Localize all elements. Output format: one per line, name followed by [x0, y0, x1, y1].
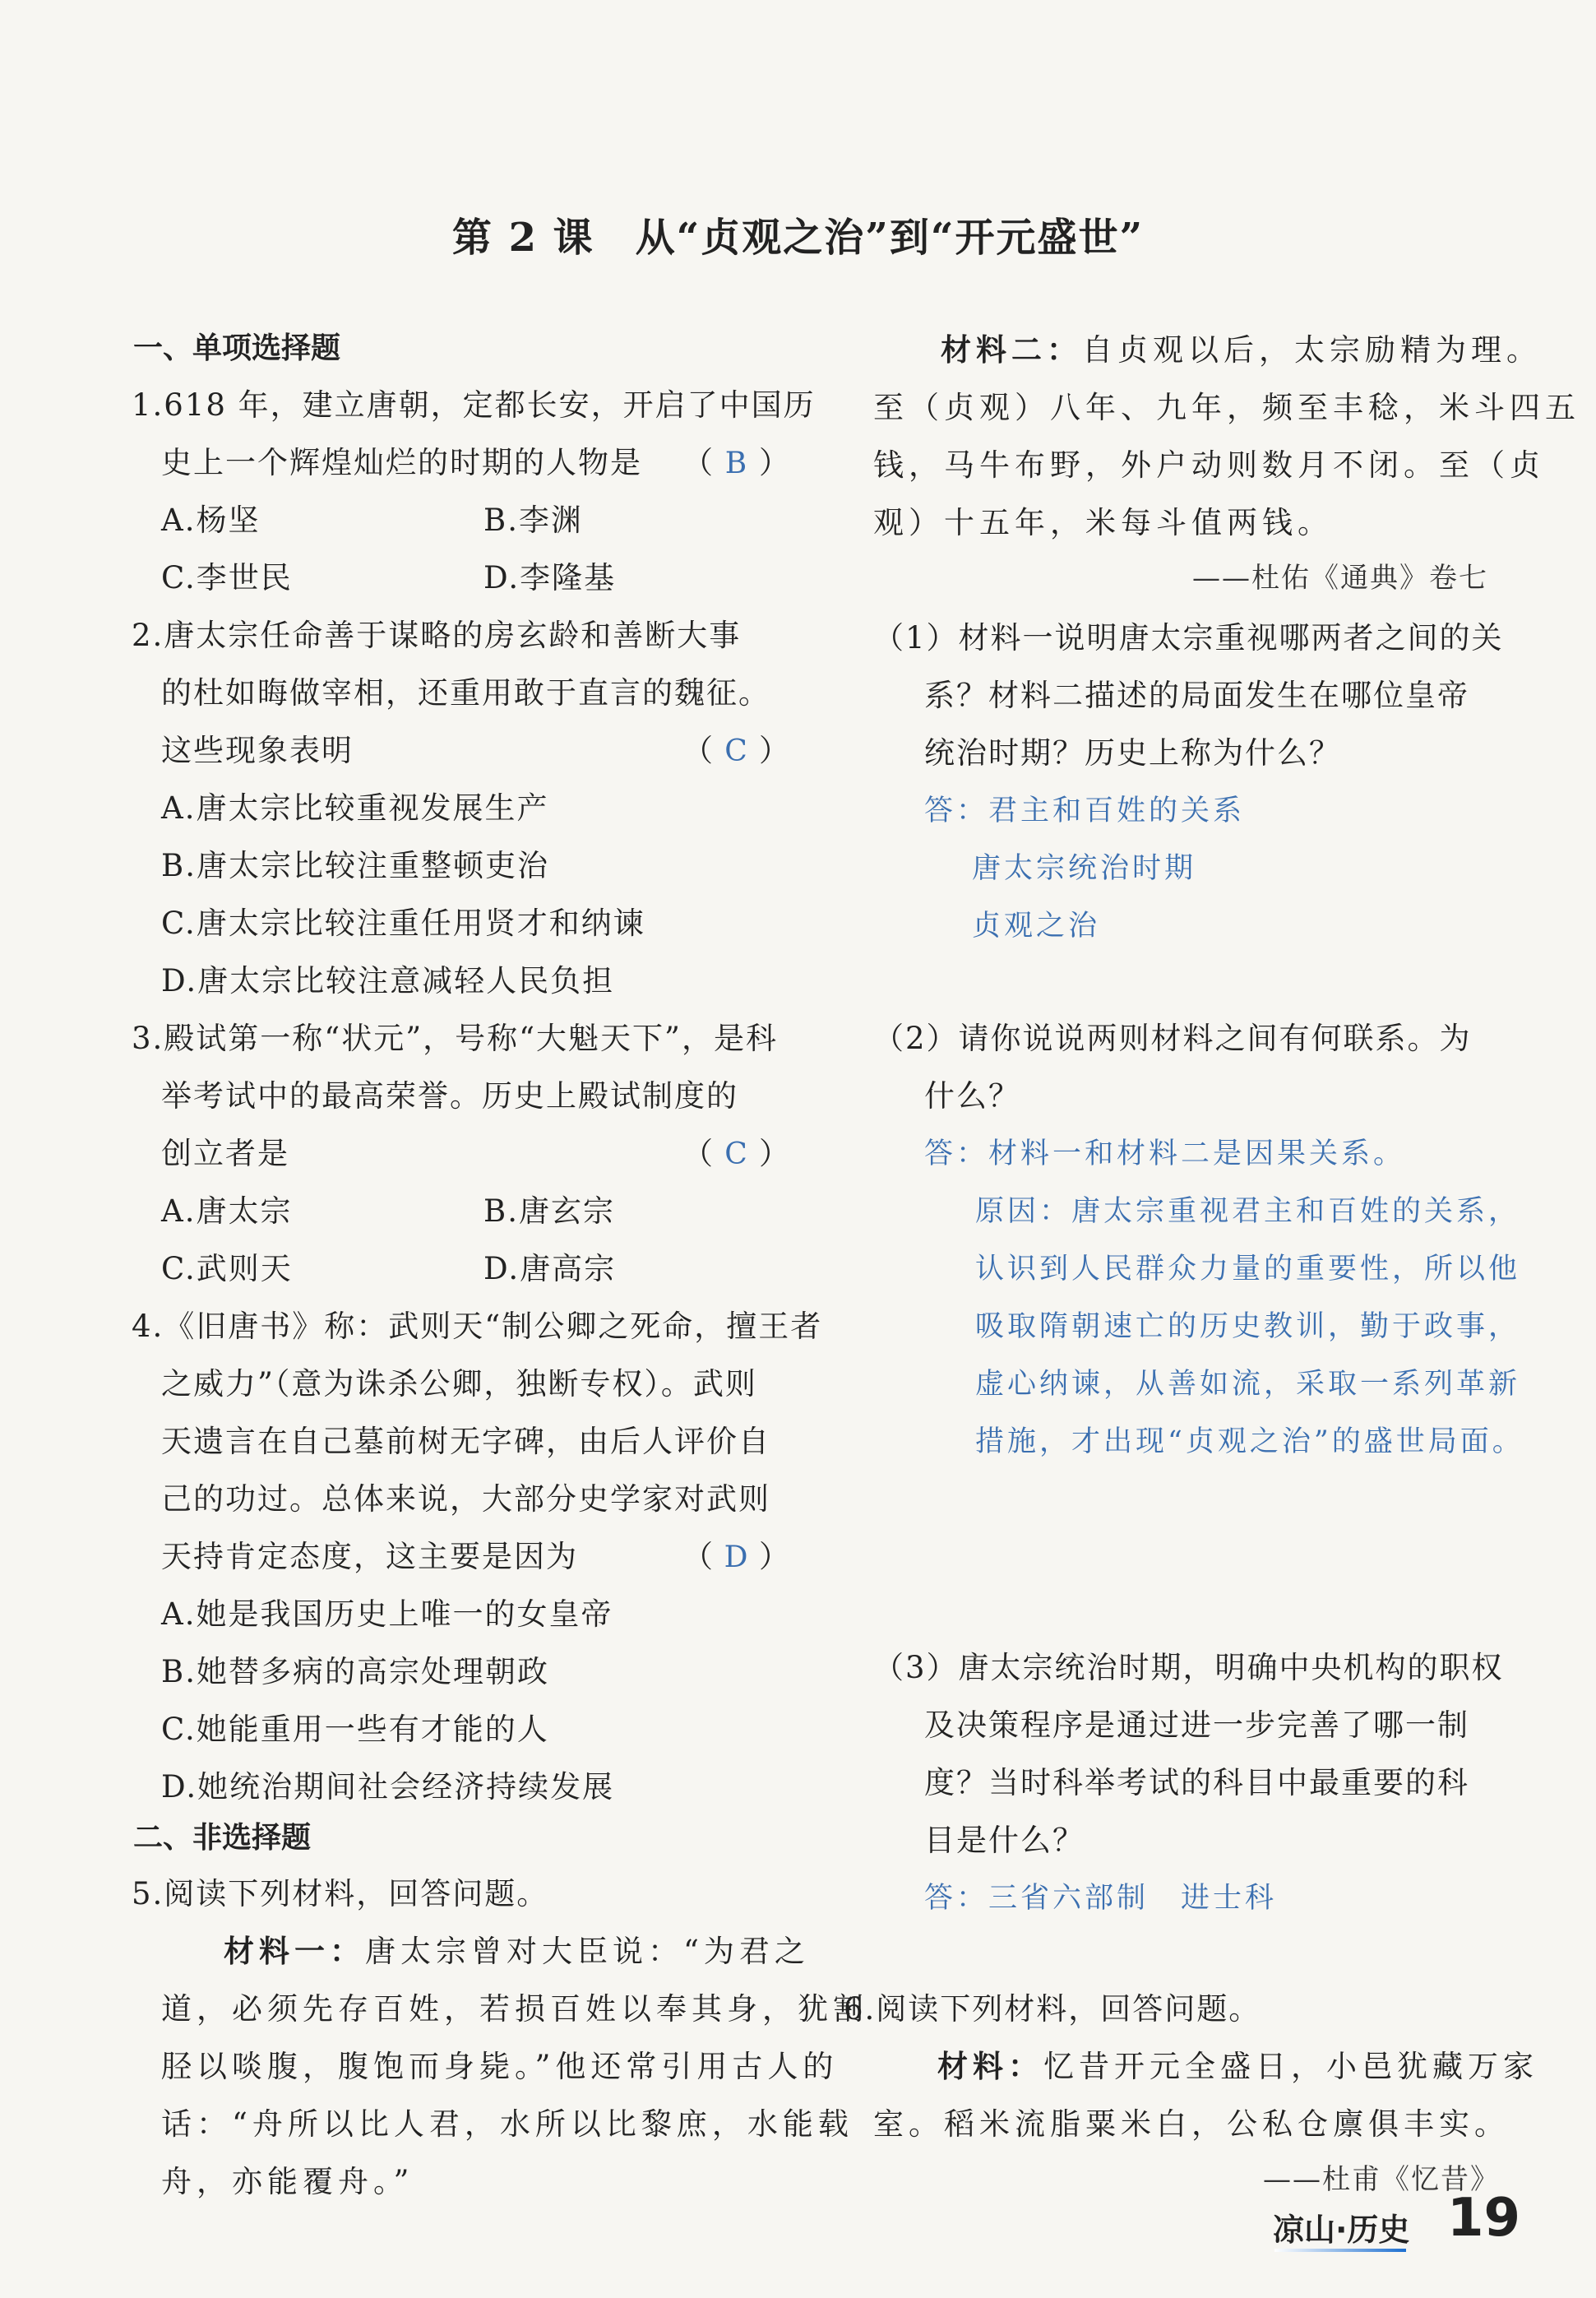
- footer-underline: [1274, 2249, 1406, 2252]
- option-a: A.杨坚: [161, 503, 261, 538]
- sub-question-text: 度？当时科举考试的科目中最重要的科: [924, 1765, 1469, 1800]
- material-line: 舟，亦能覆舟。”: [161, 2164, 414, 2199]
- handwritten-answer: 原因：唐太宗重视君主和百姓的关系，: [975, 1195, 1521, 1228]
- sub-question-text: 什么？: [924, 1078, 1020, 1114]
- material-line: 道，必须先存百姓，若损百姓以奉其身，犹割: [161, 1991, 868, 2027]
- option-a: A.她是我国历史上唯一的女皇帝: [161, 1596, 613, 1632]
- option-d: D.李隆基: [483, 560, 617, 595]
- option-c: C.唐太宗比较注重任用贤才和纳谏: [161, 906, 645, 941]
- question-text: 5.阅读下列材料，回答问题。: [132, 1876, 549, 1911]
- question-text: 之威力”（意为诛杀公卿，独断专权）。武则: [161, 1366, 757, 1402]
- option-c: C.武则天: [161, 1251, 293, 1286]
- material-line: 胫以啖腹，腹饱而身毙。”他还常引用古人的: [161, 2049, 839, 2084]
- footer-label: 凉山·历史: [1273, 2212, 1410, 2248]
- handwritten-answer: 答：君主和百姓的关系: [924, 795, 1246, 827]
- sub-question-text: 及决策程序是通过进一步完善了哪一制: [924, 1707, 1469, 1743]
- question-text: 举考试中的最高荣誉。历史上殿试制度的: [161, 1078, 738, 1114]
- material-label: 材料：: [937, 2048, 1043, 2084]
- option-b: B.李渊: [483, 503, 583, 538]
- sub-question-text: （2）请你说说两则材料之间有何联系。为: [873, 1021, 1472, 1056]
- section-heading-single-choice: 一、单项选择题: [133, 331, 341, 365]
- option-d: D.唐太宗比较注意减轻人民负担: [161, 963, 615, 998]
- answer-bracket: （ B ）: [682, 445, 789, 480]
- answer-value: C: [724, 734, 747, 768]
- question-text: 这些现象表明: [161, 733, 354, 768]
- sub-question-text: 目是什么？: [924, 1823, 1085, 1858]
- handwritten-answer: 认识到人民群众力量的重要性，所以他: [975, 1253, 1521, 1286]
- material-line: 自贞观以后，太宗励精为理。: [1082, 332, 1542, 368]
- question-text: 创立者是: [161, 1136, 289, 1171]
- question-text: 3.殿试第一称“状元”，号称“大魁天下”，是科: [132, 1021, 778, 1056]
- answer-bracket: （ C ）: [682, 733, 789, 768]
- page-title: 第 2 课 从“贞观之治”到“开元盛世”: [451, 215, 1145, 261]
- answer-value: D: [724, 1540, 748, 1574]
- option-c: C.李世民: [161, 560, 293, 595]
- answer-bracket: （ D ）: [682, 1539, 789, 1574]
- handwritten-answer: 措施，才出现“贞观之治”的盛世局面。: [975, 1425, 1524, 1458]
- material-source: ——杜佑《通典》卷七: [1192, 562, 1488, 595]
- material-text: [941, 325, 1542, 369]
- option-b: B.唐太宗比较注重整顿吏治: [161, 848, 549, 883]
- page-number: 19: [1447, 2188, 1521, 2249]
- material-line: 至（贞观）八年、九年，频至丰稔，米斗四五: [873, 390, 1580, 425]
- question-text: 天遗言在自己墓前树无字碑，由后人评价自: [161, 1424, 770, 1459]
- material-text: [224, 1926, 810, 1971]
- handwritten-answer: 唐太宗统治时期: [972, 852, 1197, 885]
- option-d: D.她统治期间社会经济持续发展: [161, 1769, 615, 1805]
- material-label: 材料一：: [224, 1933, 365, 1969]
- option-a: A.唐太宗: [161, 1193, 293, 1229]
- question-text: 1.618 年，建立唐朝，定都长安，开启了中国历: [132, 387, 816, 423]
- material-line: 观）十五年，米每斗值两钱。: [873, 505, 1333, 540]
- sub-question-text: （3）唐太宗统治时期，明确中央机构的职权: [873, 1650, 1504, 1685]
- material-text: [937, 2041, 1538, 2086]
- handwritten-answer: 虚心纳谏，从善如流，采取一系列革新: [975, 1368, 1521, 1401]
- material-line: 钱，马牛布野，外户动则数月不闭。至（贞: [873, 447, 1545, 483]
- handwritten-answer: 答：材料一和材料二是因果关系。: [924, 1137, 1406, 1170]
- material-line: 唐太宗曾对大臣说：“为君之: [365, 1934, 810, 1969]
- sub-question-text: （1）材料一说明唐太宗重视哪两者之间的关: [873, 620, 1504, 656]
- question-text: 6.阅读下列材料，回答问题。: [844, 1991, 1261, 2027]
- question-text: 2.唐太宗任命善于谋略的房玄龄和善断大事: [132, 618, 742, 653]
- option-c: C.她能重用一些有才能的人: [161, 1712, 549, 1747]
- sub-question-text: 系？材料二描述的局面发生在哪位皇帝: [924, 678, 1469, 713]
- option-d: D.唐高宗: [483, 1251, 617, 1286]
- material-line: 室。稻米流脂粟米白，公私仓廪俱丰实。: [873, 2106, 1510, 2142]
- option-a: A.唐太宗比较重视发展生产: [161, 790, 549, 826]
- handwritten-answer: 贞观之治: [972, 910, 1101, 943]
- material-label: 材料二：: [941, 331, 1082, 368]
- question-text: 的杜如晦做宰相，还重用敢于直言的魏征。: [161, 675, 770, 711]
- question-text: 己的功过。总体来说，大部分史学家对武则: [161, 1481, 770, 1517]
- answer-bracket: （ C ）: [682, 1136, 789, 1171]
- answer-value: B: [724, 447, 747, 480]
- question-text: 史上一个辉煌灿烂的时期的人物是: [161, 445, 642, 480]
- material-line: 话：“舟所以比人君，水所以比黎庶，水能载: [161, 2106, 854, 2142]
- answer-value: C: [724, 1137, 747, 1171]
- section-heading-non-choice: 二、非选择题: [133, 1821, 312, 1855]
- option-b: B.她替多病的高宗处理朝政: [161, 1654, 549, 1689]
- option-b: B.唐玄宗: [483, 1193, 615, 1229]
- question-text: 4.《旧唐书》称：武则天“制公卿之死命，擅王者: [132, 1309, 823, 1344]
- handwritten-answer: 答：三省六部制 进士科: [924, 1882, 1278, 1915]
- material-line: 忆昔开元全盛日，小邑犹藏万家: [1043, 2049, 1538, 2084]
- material-source: ——杜甫《忆昔》: [1263, 2163, 1500, 2196]
- handwritten-answer: 吸取隋朝速亡的历史教训，勤于政事，: [975, 1310, 1521, 1343]
- question-text: 天持肯定态度，这主要是因为: [161, 1539, 578, 1574]
- sub-question-text: 统治时期？历史上称为什么？: [924, 735, 1341, 771]
